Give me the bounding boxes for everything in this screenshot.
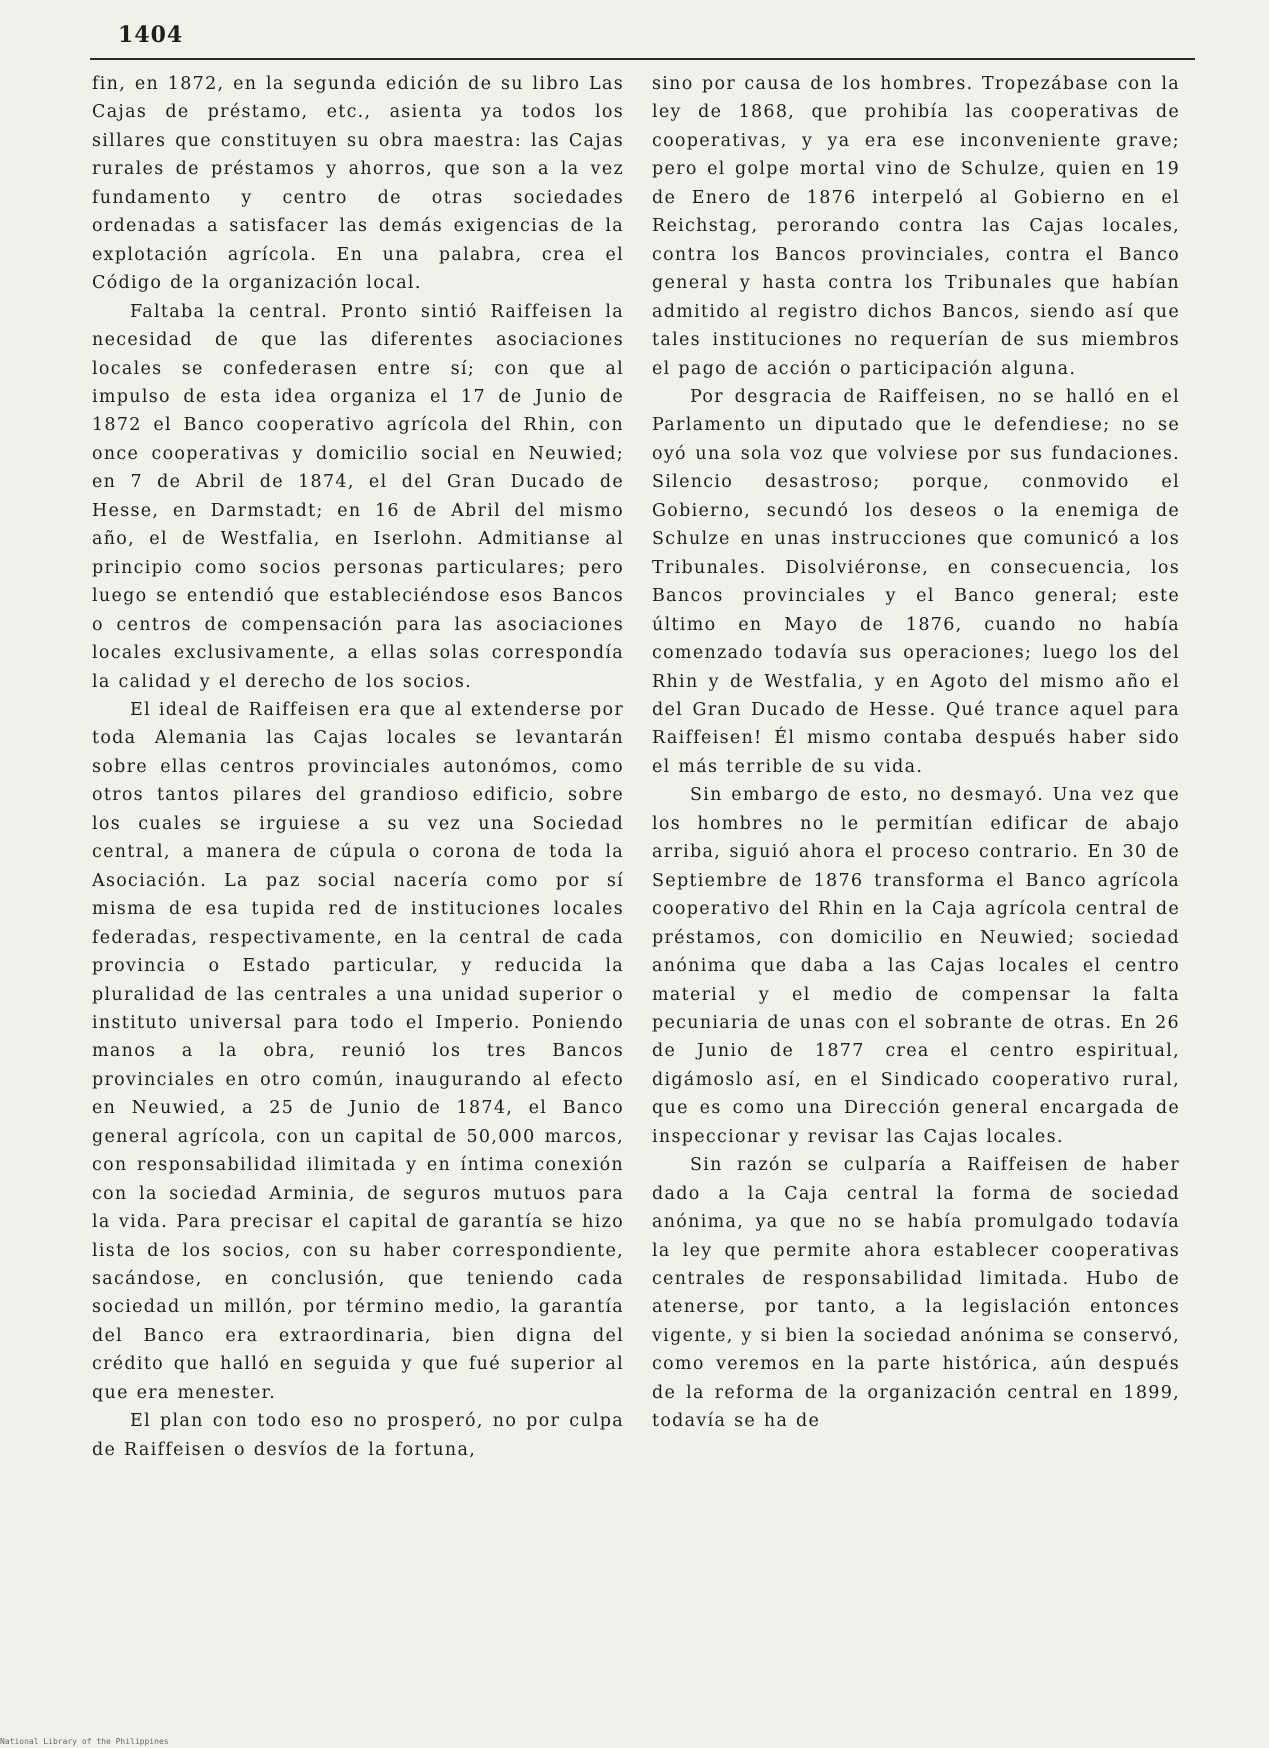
paragraph: El ideal de Raiffeisen era que al extenderse por toda Alemania las Cajas locales se levantarán sobre ellas centros provinciales autonómos, como otros tantos pilares del grandioso edificio, sobre los cuales se irguiese a su vez una Sociedad central, a manera de cúpula o corona de toda la Asociación. La paz social nacería como por sí misma de esa tupida red de instituciones locales federadas, respectivamente, en la central de cada provincia o Estado particular, y reducida la pluralidad de las centrales a una unidad superior o instituto universal para todo el Imperio. Poniendo manos a la obra, reunió los tres Bancos provinciales en otro común, inaugurando al efecto en Neuwied, a 25 de Junio de 1874, el Banco general agrícola, con un capital de 50,000 marcos, con responsabilidad ilimitada y en íntima conexión con la sociedad Arminia, de seguros mutuos para la vida. Para precisar el capital de garantía se hizo lista de los socios, con su haber correspondiente, sacándose, en conclusión, que teniendo cada sociedad un millón, por término medio, la garantía del Banco era extraordinaria, bien digna del crédito que halló en seguida y que fué superior al que era menester. — [92, 699, 624, 1403]
paragraph: Sin razón se culparía a Raiffeisen de haber dado a la Caja central la forma de sociedad anónima, ya que no se había promulgado todavía la ley que permite ahora establecer cooperativas centrales de responsabilidad limitada. Hubo de atenerse, por tanto, a la legislación entonces vigente, y si bien la sociedad anónima se conservó, como veremos en la parte histórica, aún después de la reforma de la organización central en 1899, todavía se ha de — [652, 1155, 1180, 1432]
paragraph: Sin embargo de esto, no desmayó. Una vez que los hombres no le permitían edificar de abajo arriba, siguió ahora el proceso contrario. En 30 de Septiembre de 1876 transforma el Banco agrícola cooperativo del Rhin en la Caja agrícola central de préstamos, con domicilio en Neuwied; sociedad anónima que daba a las Cajas locales el centro material y el medio de compensar la falta pecuniaria de unas con el sobrante de otras. En 26 de Junio de 1877 crea el centro espiritual, digámoslo así, en el Sindicado cooperativo rural, que es como una Dirección general encargada de inspeccionar y revisar las Cajas locales. — [652, 785, 1180, 1147]
paragraph: Por desgracia de Raiffeisen, no se halló en el Parlamento un diputado que le defendiese; no se oyó una sola voz que volviese por sus fundaciones. Silencio desastroso; porque, conmovido el Gobierno, secundó los deseos o la enemiga de Schulze en unas instrucciones que comunicó a los Tribunales. Disolviéronse, en consecuencia, los Bancos provinciales y el Banco general; este último en Mayo de 1876, cuando no había comenzado todavía sus operaciones; luego los del Rhin y de Westfalia, y en Agoto del mismo año el del Gran Ducado de Hesse. Qué trance aquel para Raiffeisen! Él mismo contaba después haber sido el más terrible de su vida. — [652, 386, 1180, 777]
library-footer: National Library of the Philippines — [0, 1737, 169, 1746]
header-rule — [90, 58, 1195, 60]
right-column — [652, 70, 1180, 1436]
paragraph: El plan con todo eso no prosperó, no por culpa de Raiffeisen o desvíos de la fortuna, — [92, 1411, 624, 1460]
paragraph: sino por causa de los hombres. Tropezábase con la ley de 1868, que prohibía las cooperativas de cooperativas, y ya era ese inconveniente grave; pero el golpe mortal vino de Schulze, quien en 19 de Enero de 1876 interpeló al Gobierno en el Reichstag, perorando contra las Cajas locales, contra los Bancos provinciales, contra el Banco general y hasta contra los Tribunales que habían admitido al registro dichos Bancos, siendo así que tales instituciones no requerían de sus miembros el pago de acción o participación alguna. — [652, 74, 1180, 379]
paragraph: Faltaba la central. Pronto sintió Raiffeisen la necesidad de que las diferentes asociaciones locales se confederasen entre sí; con que al impulso de esta idea organiza el 17 de Junio de 1872 el Banco cooperativo agrícola del Rhin, con once cooperativas y domicilio social en Neuwied; en 7 de Abril de 1874, el del Gran Ducado de Hesse, en Darmstadt; en 16 de Abril del mismo año, el de Westfalia, en Iserlohn. Admitianse al principio como socios personas particulares; pero luego se entendió que estableciéndose esos Bancos o centros de compensación para las asociaciones locales exclusivamente, a ellas solas correspondía la calidad y el derecho de los socios. — [92, 301, 624, 692]
paragraph: fin, en 1872, en la segunda edición de su libro Las Cajas de préstamo, etc., asienta ya todos los sillares que constituyen su obra maestra: las Cajas rurales de préstamos y ahorros, que son a la vez fundamento y centro de otras sociedades ordenadas a satisfacer las demás exigencias de la explotación agrícola. En una palabra, crea el Código de la organización local. — [92, 74, 624, 294]
left-column — [92, 70, 624, 1464]
page-number: 1404 — [118, 22, 184, 48]
